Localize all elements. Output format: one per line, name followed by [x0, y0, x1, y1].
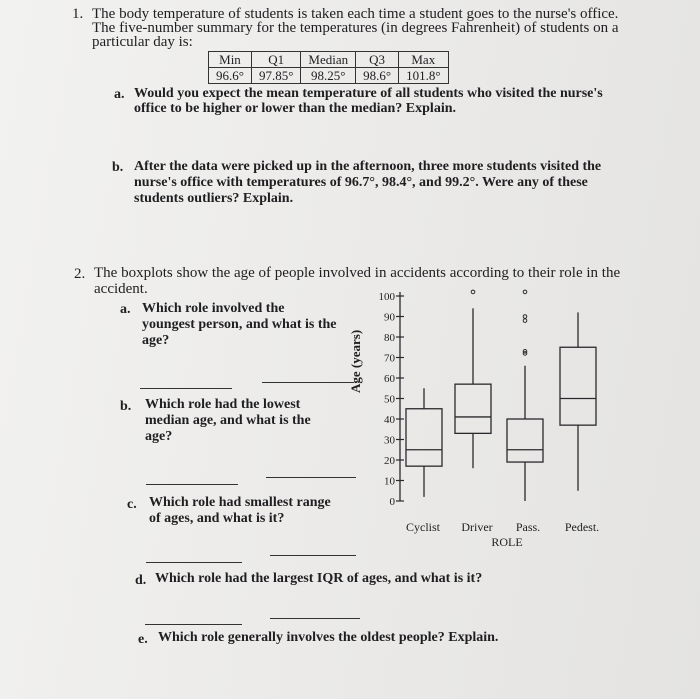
- q2a-line: age?: [142, 333, 170, 348]
- box: [560, 347, 596, 425]
- y-axis-label: Age (years): [348, 329, 363, 393]
- q2c-letter: c.: [127, 497, 137, 512]
- outlier-point: [471, 290, 475, 294]
- table-header-q3: Q3: [356, 52, 399, 68]
- q1b-line: nurse's office with temperatures of 96.7°, 98.4°, and 99.2°. Were any of these: [134, 175, 588, 190]
- y-tick-label: 80: [384, 332, 395, 344]
- q2b-line: age?: [145, 429, 173, 444]
- q1b-line: students outliers? Explain.: [134, 191, 294, 206]
- y-tick-label: 50: [384, 393, 395, 406]
- q1b-letter: b.: [112, 160, 124, 175]
- q1-line: particular day is:: [92, 34, 193, 50]
- x-category-label: Pedest.: [564, 520, 600, 534]
- q1-line: The body temperature of students is taken each time a student goes to the nurse's office.: [92, 6, 619, 22]
- y-tick-label: 40: [384, 414, 395, 426]
- box: [455, 384, 491, 433]
- q1b-line: After the data were picked up in the afternoon, three more students visited the: [134, 159, 602, 174]
- x-axis-label: ROLE: [491, 535, 523, 549]
- y-tick-label: 20: [384, 455, 395, 467]
- q2b-letter: b.: [120, 399, 132, 414]
- y-tick-label: 90: [384, 311, 395, 324]
- q2e-text: Which role generally involves the oldest people? Explain.: [158, 630, 499, 645]
- table-header-max: Max: [399, 52, 448, 68]
- table-header-min: Min: [209, 52, 252, 68]
- x-category-label: Pass.: [515, 520, 541, 534]
- q2b-line: Which role had the lowest: [145, 397, 301, 412]
- q2-line: The boxplots show the age of people involved in accidents according to their role in the: [94, 265, 621, 281]
- q2b-line: median age, and what is the: [145, 413, 311, 428]
- q1-number: 1.: [72, 6, 84, 22]
- q2a-letter: a.: [120, 302, 131, 317]
- y-tick-label: 10: [384, 475, 395, 488]
- box: [507, 419, 543, 462]
- box: [406, 409, 442, 466]
- y-tick-label: 100: [378, 291, 395, 303]
- q2d-letter: d.: [135, 573, 147, 588]
- table-value-min: 96.6°: [209, 68, 252, 84]
- table-header-median: Median: [301, 52, 356, 68]
- q1a-line: office to be higher or lower than the median? Explain.: [134, 101, 456, 116]
- y-tick-label: 30: [384, 434, 395, 447]
- y-tick-label: 60: [384, 373, 395, 385]
- q2d-text: Which role had the largest IQR of ages, and what is it?: [155, 571, 483, 586]
- outlier-point: [523, 290, 527, 294]
- q1a-line: Would you expect the mean temperature of all students who visited the nurse's: [134, 86, 603, 101]
- q1-line: The five-number summary for the temperatures (in degrees Fahrenheit) of students on a: [92, 20, 619, 36]
- q2a-line: Which role involved the: [142, 301, 285, 316]
- q2e-letter: e.: [138, 632, 148, 647]
- y-tick-label: 0: [389, 496, 395, 508]
- x-category-label: Cyclist: [405, 520, 441, 534]
- table-value-max: 101.8°: [399, 68, 448, 84]
- table-header-q1: Q1: [251, 52, 300, 68]
- x-category-label: Driver: [461, 520, 493, 534]
- table-value-q1: 97.85°: [251, 68, 300, 84]
- outlier-point: [523, 315, 527, 319]
- y-tick-label: 70: [384, 352, 395, 365]
- table-value-q3: 98.6°: [356, 68, 399, 84]
- q2c-line: of ages, and what is it?: [149, 511, 285, 526]
- q2-line: accident.: [94, 281, 148, 297]
- q1a-letter: a.: [114, 87, 125, 102]
- q2a-line: youngest person, and what is the: [142, 317, 337, 332]
- table-value-median: 98.25°: [301, 68, 356, 84]
- outlier-point: [523, 319, 527, 323]
- q2-number: 2.: [74, 266, 86, 282]
- q2c-line: Which role had smallest range: [149, 495, 331, 510]
